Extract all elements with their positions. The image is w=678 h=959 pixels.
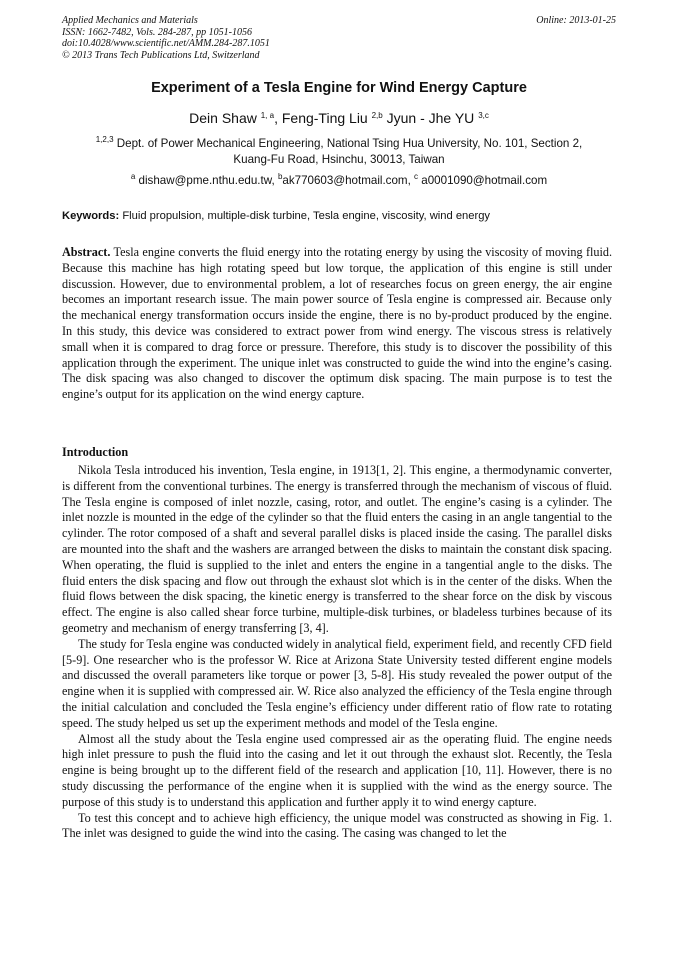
- abstract-label: Abstract.: [62, 245, 111, 259]
- email-mark: a: [130, 172, 136, 181]
- journal-name: Applied Mechanics and Materials: [62, 15, 198, 26]
- email-mark: b: [277, 172, 283, 181]
- affiliation-line-2: Kuang-Fu Road, Hsinchu, 30013, Taiwan: [233, 153, 445, 166]
- author-affiliation-mark: 3,c: [478, 111, 489, 120]
- section-heading: Introduction: [62, 445, 129, 459]
- affiliation-mark: 1,2,3: [95, 135, 114, 144]
- affiliation-line-1: Dept. of Power Mechanical Engineering, National Tsing Hua University, No. 101, Section 2,: [116, 137, 583, 150]
- author-name: Feng-Ting Liu: [281, 110, 368, 126]
- keywords-label: Keywords:: [62, 210, 120, 222]
- email-mark: c: [414, 172, 419, 181]
- keywords-text: Fluid propulsion, multiple-disk turbine, Tesla engine, viscosity, wind energy: [122, 210, 491, 222]
- email-link[interactable]: ak770603@hotmail.com,: [282, 174, 411, 187]
- email-link[interactable]: dishaw@pme.nthu.edu.tw,: [138, 174, 275, 187]
- author-list: Dein Shaw $^{1, a}$, Feng-Ting Liu $^{2,b}$ Jyun - Jhe YU $^{3,c}$: [189, 110, 489, 126]
- online-date: Online: 2013-01-25: [536, 15, 616, 26]
- affiliation: [62, 136, 616, 168]
- email-link[interactable]: a0001090@hotmail.com: [421, 174, 548, 187]
- paragraph: Nikola Tesla introduced his invention, Tesla engine, in 1913[1, 2]. This engine, a thermodynamic converter, is different from the conventional turbines. The energy is transferred through the mechanism of viscous of fluid. The Tesla engine is composed of inlet nozzle, casing, rotor, and outlet. The engine’s casing is a cylinder. The inlet nozzle is mounted in the edge of the cylinder so that the fluid enters the casing in an angle tangential to the cylinder. The rotor composed of a shaft and several parallel disks is placed inside the casing. The parallel disks are mounted into the shaft and the washers are arranged between the disks to maintain the constant disk spacing. When operating, the fluid is supplied to the inlet and enters the engine in a tangential angle to the disks. The fluid enters the disk spacing and flow out through the exhaust slot which is in the center of the disks. When the fluid flows between the disk spacing, the kinetic energy is transferred to the shear force on the disk by viscous effect. The engine is also called shear force turbine, multiple-disk turbines, or bladeless turbines because of its geometry and mechanism of energy transferring [3, 4].: [62, 463, 612, 635]
- keywords: [62, 210, 616, 222]
- author-affiliation-mark: 1, a: [260, 111, 275, 120]
- paragraph: The study for Tesla engine was conducted widely in analytical field, experiment field, and recently CFD field [5-9]. One researcher who is the professor W. Rice at Arizona State University tested different engine models and discussed the overall parameters like torque or power [3, 5-8]. His study revealed the power output of the engine when it is supplied with compressed air. W. Rice also analyzed the efficiency of the Tesla engine through the initial calculation and concluded the Tesla engine’s efficiency under different ratio of flow rate to rotating speed. The study helped us set up the experiment methods and model of the Tesla engine.: [62, 636, 612, 730]
- abstract: [62, 245, 612, 403]
- issn-line: ISSN: 1662-7482, Vols. 284-287, pp 1051-1056: [62, 26, 252, 38]
- paragraph: To test this concept and to achieve high efficiency, the unique model was constructed as showing in Fig. 1. The inlet was designed to guide the wind into the casing. The casing was changed to let the: [62, 810, 612, 841]
- author-name: Dein Shaw: [189, 110, 257, 126]
- copyright-line: © 2013 Trans Tech Publications Ltd, Switzerland: [62, 49, 260, 61]
- abstract-text: Tesla engine converts the fluid energy into the rotating energy by using the viscosity of moving fluid. Because this machine has high rotating speed but low torque, the application of this engine is still under discussion. However, due to environmental problem, a lot of researches focus on green energy, the air engine becomes an important research issue. The main power source of Tesla engine is compressed air. Because only the mechanical energy transformation occurs inside the engine, there is no by-product produced by the engine. In this study, this device was considered to extract power from wind energy. The viscous stress is relatively small when it is compared to drag force or pressure. Therefore, this study is to discover the possibility of this application through the experiment. The unique inlet was constructed to guide the wind into the engine’s casing. The disk spacing was also changed to discover the optimum disk spacing. The main purpose is to test the engine’s output for its application on the wind energy capture.: [62, 245, 613, 402]
- email-list: [40, 174, 638, 187]
- journal-header: [62, 15, 616, 61]
- introduction-body: [62, 463, 612, 842]
- author-affiliation-mark: 2,b: [371, 111, 383, 120]
- author-name: Jyun - Jhe YU: [386, 110, 475, 126]
- paragraph: Almost all the study about the Tesla engine used compressed air as the operating fluid. The engine needs high inlet pressure to push the fluid into the casing and let it out through the exhaust slot. Recently, the Tesla engine is being brought up to the different field of the research and application [10, 11]. However, there is no study discussing the performance of the engine when it is supplied with the wind as the energy source. The purpose of this study is to understand this application and further apply it to wind energy capture.: [62, 731, 612, 809]
- doi-line: doi:10.4028/www.scientific.net/AMM.284-287.1051: [62, 38, 270, 49]
- paper-title: Experiment of a Tesla Engine for Wind Energy Capture: [151, 80, 527, 96]
